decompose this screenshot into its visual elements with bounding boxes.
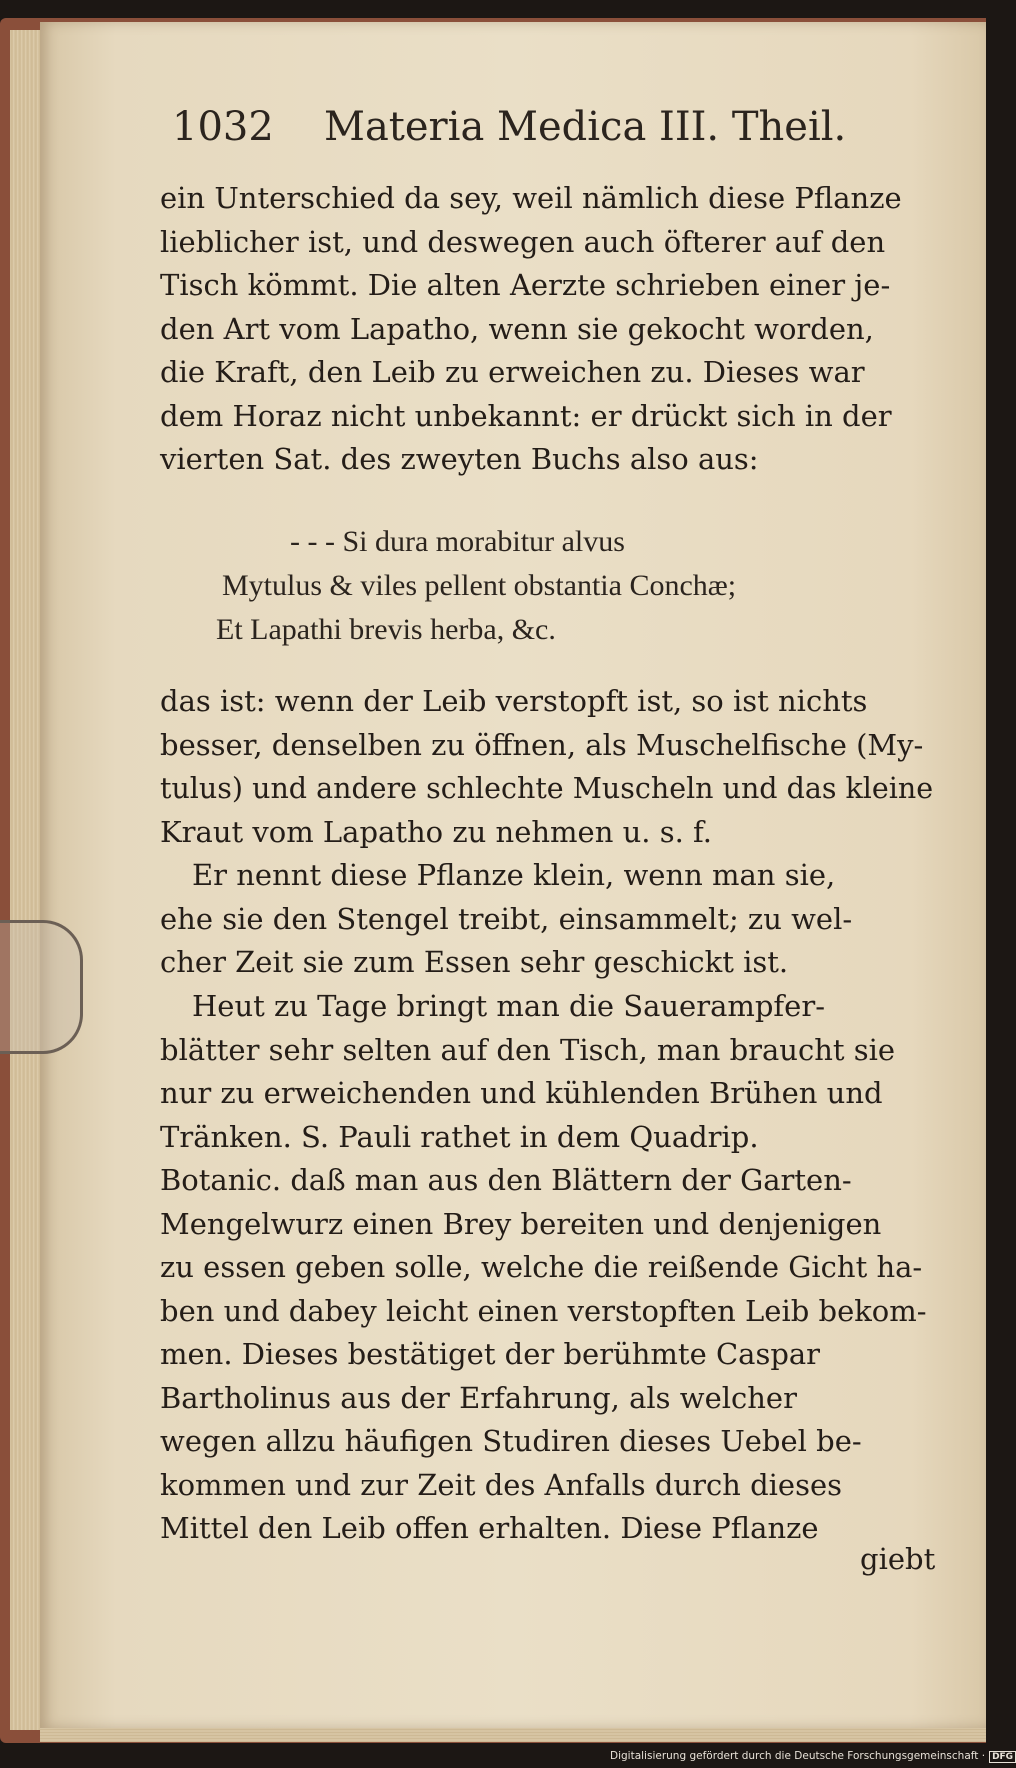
text-line: ben und dabey leicht einen verstopften Leib bekom- xyxy=(160,1293,927,1328)
catchword: giebt xyxy=(860,1542,936,1576)
text-line: tulus) und andere schlechte Muscheln und das kleine xyxy=(160,772,934,805)
text-line: wegen allzu häufigen Studiren dieses Uebel be- xyxy=(160,1424,862,1458)
text-line: Tisch kömmt. Die alten Aerzte schrieben einer je- xyxy=(160,268,891,302)
paragraph-2 xyxy=(160,680,940,854)
text-line: nur zu erweichenden und kühlenden Brühen und xyxy=(160,1076,883,1110)
text-line: Heut zu Tage bringt man die Sauerampfer- xyxy=(192,989,825,1023)
text-line: ehe sie den Stengel treibt, einsammelt; zu wel- xyxy=(160,901,853,936)
verse-line: Mytulus & viles pellent obstantia Conchæ; xyxy=(222,569,737,602)
text-line: ein Unterschied da sey, weil nämlich diese Pflanze xyxy=(160,181,902,215)
text-line: cher Zeit sie zum Essen sehr geschickt ist. xyxy=(160,945,789,979)
text-line: Mittel den Leib offen erhalten. Diese Pflanze xyxy=(160,1511,819,1545)
paragraph-1 xyxy=(160,177,940,482)
page-bottom-edge xyxy=(40,1728,986,1742)
text-line: blätter sehr selten auf den Tisch, man braucht sie xyxy=(160,1032,896,1067)
text-line: dem Horaz nicht unbekannt: er drückt sich in der xyxy=(160,398,892,433)
text-line: Kraut vom Lapatho zu nehmen u. s. f. xyxy=(160,814,712,849)
text-line: Er nennt diese Pflanze klein, wenn man sie, xyxy=(192,858,836,892)
text-line: Botanic. daß man aus den Blättern der Garten- xyxy=(160,1163,852,1197)
text-line: vierten Sat. des zweyten Buchs also aus: xyxy=(160,442,759,476)
page-edges xyxy=(10,30,41,1730)
verse-line: - - - Si dura morabitur alvus xyxy=(290,525,625,558)
text-line: Mengelwurz einen Brey bereiten und denjenigen xyxy=(160,1206,882,1241)
text-line: kommen und zur Zeit des Anfalls durch dieses xyxy=(160,1467,843,1502)
digitization-credit xyxy=(610,1750,1014,1768)
paragraph-4 xyxy=(160,985,940,1551)
page-number: 1032 xyxy=(172,104,274,150)
dfg-logo: DFG xyxy=(989,1751,1016,1763)
text-line: Tränken. S. Pauli rathet in dem Quadrip. xyxy=(160,1119,759,1154)
page-header xyxy=(172,104,872,164)
text-line: das ist: wenn der Leib verstopft ist, so ist nichts xyxy=(160,684,868,718)
running-title: Materia Medica III. Theil. xyxy=(324,104,847,150)
text-line: besser, denselben zu öffnen, als Muschelfische (My- xyxy=(160,727,924,762)
verse-line: Et Lapathi brevis herba, &c. xyxy=(216,613,556,646)
credit-text: Digitalisierung gefördert durch die Deutsche Forschungsgemeinschaft · xyxy=(610,1750,986,1762)
text-line: men. Dieses bestätiget der berühmte Caspar xyxy=(160,1337,821,1371)
text-line: den Art vom Lapatho, wenn sie gekocht worden, xyxy=(160,311,874,346)
paragraph-3 xyxy=(160,854,940,985)
text-line: zu essen geben solle, welche die reißende Gicht ha- xyxy=(160,1250,923,1284)
text-line: Bartholinus aus der Erfahrung, als welcher xyxy=(160,1380,797,1415)
text-line: lieblicher ist, und deswegen auch öfterer auf den xyxy=(160,224,886,259)
latin-verse xyxy=(200,520,940,652)
text-line: die Kraft, den Leib zu erweichen zu. Dieses war xyxy=(160,355,865,389)
page-clip xyxy=(0,920,83,1054)
